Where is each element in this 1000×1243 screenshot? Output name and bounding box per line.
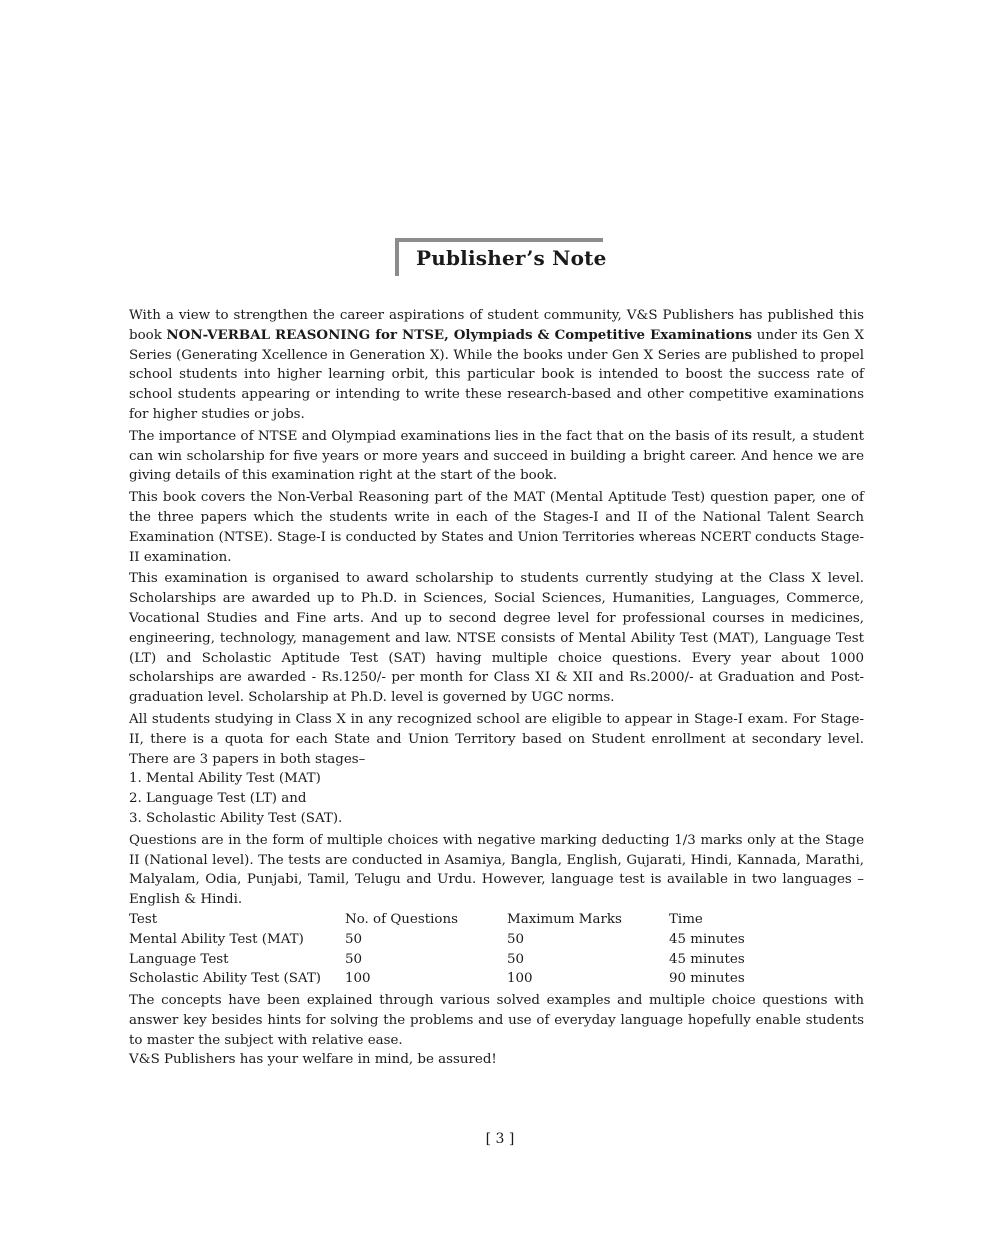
table-header-row — [129, 910, 864, 930]
table-cell: Scholastic Ability Test (SAT) — [129, 971, 322, 987]
table-cell: 100 — [507, 971, 533, 987]
table-cell: 50 — [507, 931, 525, 947]
table-header: Time — [669, 911, 703, 927]
table-cell: Language Test — [129, 951, 229, 967]
intro-text-end: under its Gen X Series (Generating Xcellence in Generation X). While the books under Gen X Series are published to propel school students into higher learning orbit, this particular book is intended to boost the success rate of school students appearing or intending to write these research-based and other competitive examinations for higher studies or jobs. — [129, 327, 864, 422]
table-row — [129, 930, 864, 950]
paragraph-importance: The importance of NTSE and Olympiad examinations lies in the fact that on the basis of its result, a student can win scholarship for five years or more years and succeed in building a bright career. And hence we are giving details of this examination right at the start of the book. — [129, 428, 864, 484]
table-cell: 50 — [507, 951, 525, 967]
table-row — [129, 950, 864, 970]
paper-list-item: 1. Mental Ability Test (MAT) — [129, 771, 321, 787]
paragraph-coverage: This book covers the Non-Verbal Reasoning part of the MAT (Mental Aptitude Test) question paper, one of the three papers which the students write in each of the Stages-I and II of the National Talent Search Examination (NTSE). Stage-I is conducted by States and Union Territories whereas NCERT conducts Stage-II examination. — [129, 490, 864, 565]
paragraph-format: Questions are in the form of multiple choices with negative marking deducting 1/3 marks only at the Stage II (National level). The tests are conducted in Asamiya, Bangla, English, Gujarati, Hindi, Kannada, Marathi, Malyalam, Odia, Punjabi, Tamil, Telugu and Urdu. However, language test is available in two languages – English & Hindi. — [129, 832, 864, 908]
page-number: [ 3 ] — [485, 1131, 515, 1147]
table-row — [129, 969, 864, 989]
table-cell: 90 minutes — [669, 971, 745, 987]
closing-line: V&S Publishers has your welfare in mind, be assured! — [129, 1052, 497, 1068]
table-cell: 50 — [345, 951, 363, 967]
paper-list-item: 3. Scholastic Ability Test (SAT). — [129, 810, 343, 826]
paragraph-intro — [129, 306, 864, 425]
paragraph-scholarship: This examination is organised to award scholarship to students currently studying at the Class X level. Scholarships are awarded up to Ph.D. in Sciences, Social Sciences, Humanities, Languages, Commerce, Vocational Studies and Fine arts. And up to second degree level for professional courses in medicines, engineering, technology, management and law. NTSE consists of Mental Ability Test (MAT), Language Test (LT) and Scholastic Aptitude Test (SAT) having multiple choice questions. Every year about 1000 scholarships are awarded - Rs.1250/- per month for Class XI & XII and Rs.2000/- at Graduation and Post-graduation level. Scholarship at Ph.D. level is governed by UGC norms. — [129, 571, 864, 706]
table-cell: Mental Ability Test (MAT) — [129, 931, 304, 947]
table-cell: 100 — [345, 971, 371, 987]
intro-text-start: With a view to strengthen the career aspirations of student community, V&S Publishers has published this book — [129, 308, 864, 343]
table-header: No. of Questions — [345, 911, 458, 927]
paragraph-concepts: The concepts have been explained through various solved examples and multiple choice questions with answer key besides hints for solving the problems and use of everyday language hopefully enable students to master the subject with relative ease. — [129, 993, 864, 1048]
paper-list-item: 2. Language Test (LT) and — [129, 791, 307, 807]
table-header: Test — [129, 911, 158, 927]
table-header: Maximum Marks — [507, 911, 622, 927]
test-table — [129, 910, 864, 989]
book-title: NON-VERBAL REASONING for NTSE, Olympiads & Competitive Examinations — [166, 326, 753, 343]
note-body — [129, 306, 864, 1072]
paragraph-eligibility: All students studying in Class X in any recognized school are eligible to appear in Stage-I exam. For Stage-II, there is a quota for each State and Union Territory based on Student enrollment at secondary level. There are 3 papers in both stages– — [129, 711, 864, 767]
table-cell: 45 minutes — [669, 931, 745, 947]
table-cell: 45 minutes — [669, 951, 745, 967]
page-title: Publisher’s Note — [416, 246, 607, 270]
table-cell: 50 — [345, 931, 363, 947]
